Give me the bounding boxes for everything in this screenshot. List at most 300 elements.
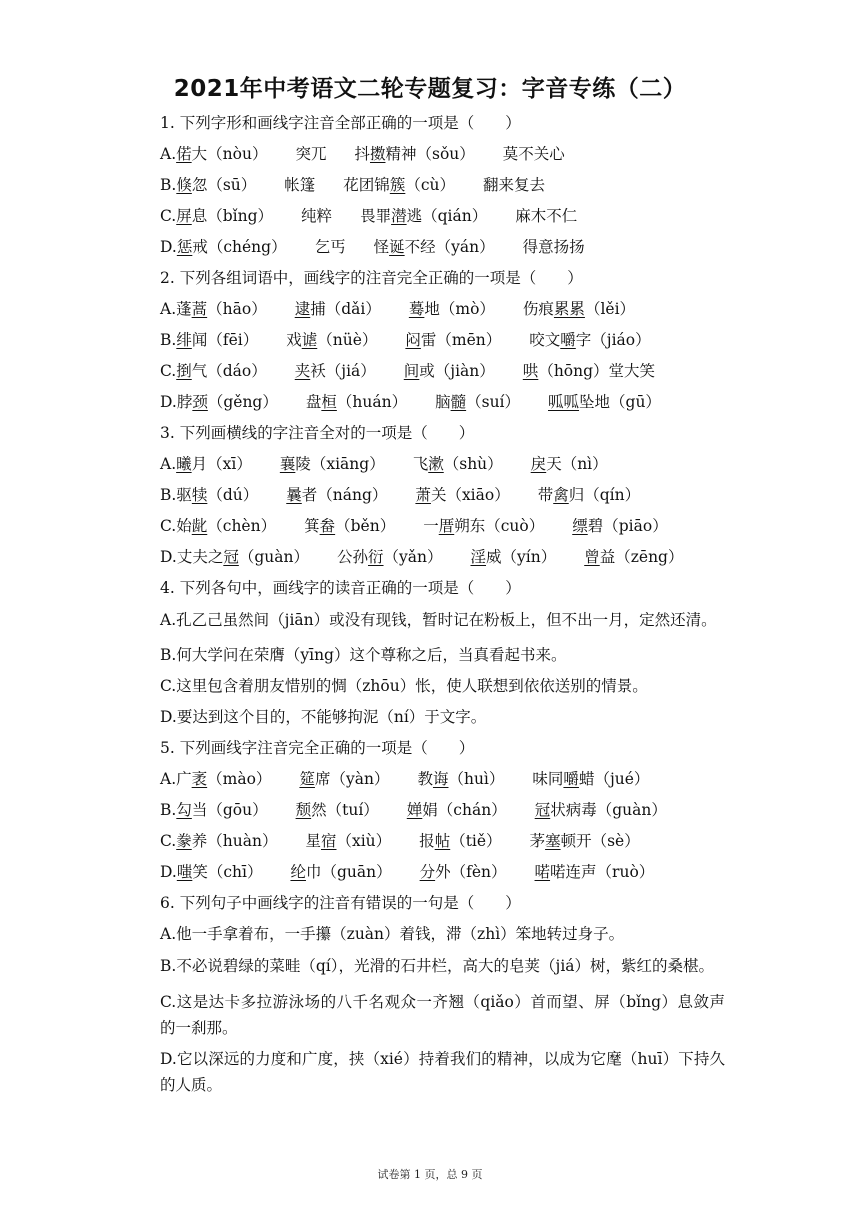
term-text: 麻木不仁: [515, 207, 578, 225]
option-term: [419, 826, 501, 857]
term-text: 箕: [304, 517, 320, 535]
option-term: [417, 764, 504, 795]
underlined-char: 膺: [269, 646, 285, 664]
page-title: 2021年中考语文二轮专题复习：字音专练（二）: [173, 76, 687, 102]
question-list: [160, 108, 725, 1100]
option-term: [337, 542, 443, 573]
term-text: 逃（qián）: [406, 207, 488, 225]
term-text: 碧（piāo）: [587, 517, 668, 535]
option-letter: B.: [160, 486, 177, 504]
term-text: 脑: [435, 393, 451, 411]
option-term: [305, 826, 391, 857]
underlined-char: 帖: [434, 832, 451, 850]
answer-option: [160, 764, 725, 795]
underlined-char: 冠: [534, 801, 551, 819]
term-text: 席（yàn）: [314, 770, 390, 788]
option-letter: C.: [160, 993, 177, 1011]
term-text: 大（nòu）: [191, 145, 268, 163]
term-text: 脖: [176, 393, 193, 411]
underlined-char: 屏: [594, 993, 611, 1011]
option-term: [420, 857, 507, 888]
option-letter: B.: [160, 331, 177, 349]
term-text: （guàn）: [238, 548, 309, 566]
term-text: 何大学问在荣: [176, 646, 270, 664]
option-term: [354, 139, 474, 170]
answer-option: [160, 232, 725, 263]
option-term: [177, 387, 278, 418]
option-term: [471, 542, 557, 573]
term-text: （ní）于文字。: [378, 708, 487, 726]
option-term: [176, 925, 624, 943]
option-letter: D.: [160, 863, 177, 881]
term-text: （qí），光滑的石井栏，高大的皂: [300, 957, 525, 975]
underlined-char: 滞: [446, 925, 462, 943]
underlined-char: 襄: [279, 455, 296, 473]
term-text: 归（qín）: [568, 486, 641, 504]
question-stem: 2. 下列各组词语中，画线字的注音完全正确的一项是（ ）: [160, 269, 583, 287]
option-term: [538, 480, 640, 511]
term-text: 坠地（gū）: [579, 393, 661, 411]
underlined-char: 宿: [320, 832, 337, 850]
term-text: 抖: [354, 145, 370, 163]
option-term: [483, 170, 545, 201]
term-text: 蓬: [176, 300, 192, 318]
question-stem: 6. 下列句子中画线字的注音有错误的一句是（ ）: [160, 894, 521, 912]
option-term: [405, 325, 501, 356]
term-text: 蜡（jué）: [578, 770, 650, 788]
option-term: [413, 449, 503, 480]
option-term: [435, 387, 520, 418]
option-term: [295, 294, 381, 325]
term-text: 驱: [176, 486, 192, 504]
term-text: 带: [537, 486, 554, 504]
option-term: [529, 325, 650, 356]
answer-option: [160, 542, 725, 573]
underlined-char: 勾: [176, 801, 192, 819]
underlined-char: 畚: [319, 517, 336, 535]
term-text: 怪: [373, 238, 390, 256]
option-letter: B.: [160, 646, 177, 664]
option-letter: A.: [160, 455, 177, 473]
option-term: [160, 1050, 725, 1094]
term-text: （bǐng）息敛声的一刹那。: [160, 993, 725, 1037]
option-letter: D.: [160, 393, 177, 411]
underlined-char: 擞: [369, 145, 386, 163]
option-term: [176, 325, 258, 356]
option-term: [176, 677, 648, 695]
term-text: （huī）下持久的人质。: [160, 1050, 725, 1094]
underlined-char: 喏: [534, 863, 551, 881]
term-text: （lěi）: [584, 300, 636, 318]
underlined-char: 攥: [315, 925, 332, 943]
answer-option: [160, 857, 725, 888]
answer-option: [160, 449, 725, 480]
term-text: 莫不关心: [502, 145, 565, 163]
question-stem: 5. 下列画线字注音完全正确的一项是（ ）: [160, 739, 475, 757]
term-text: （huán）: [336, 393, 408, 411]
option-term: [306, 387, 407, 418]
answer-option: [160, 1043, 725, 1100]
page-footer: 试卷第 1 页，总 9 页: [377, 1168, 483, 1181]
term-text: （běn）: [335, 517, 396, 535]
term-text: 天（nì）: [546, 455, 608, 473]
term-text: （gěng）: [207, 393, 278, 411]
option-term: [177, 232, 287, 263]
option-term: [503, 139, 565, 170]
answer-option: [160, 950, 725, 986]
underlined-char: 衍: [368, 548, 384, 566]
option-term: [286, 325, 377, 356]
term-text: （jiān）或没有现钱，暂时记在粉板上，但不出一月，定然还清。: [269, 611, 717, 629]
answer-option: [160, 511, 725, 542]
term-text: 者（náng）: [301, 486, 388, 504]
term-text: （hāo）: [207, 300, 267, 318]
option-letter: C.: [160, 207, 177, 225]
option-letter: B.: [160, 957, 177, 975]
answer-option: [160, 356, 725, 387]
term-text: 他一手拿着布，一手: [176, 925, 316, 943]
underlined-char: 诲: [432, 770, 449, 788]
option-letter: C.: [160, 362, 177, 380]
term-text: （zhōu）怅，使人联想到依依送别的情景。: [346, 677, 648, 695]
underlined-char: 袤: [191, 770, 208, 788]
underlined-char: 翘: [448, 993, 465, 1011]
term-text: （yǎn）: [383, 548, 443, 566]
underlined-char: 曾: [584, 548, 600, 566]
term-text: 戒（chéng）: [192, 238, 287, 256]
term-text: 报: [419, 832, 435, 850]
option-term: [176, 170, 256, 201]
term-text: （suí）: [466, 393, 521, 411]
underlined-char: 冠: [223, 548, 239, 566]
term-text: （xiù）: [336, 832, 392, 850]
term-text: （nüè）: [317, 331, 378, 349]
term-text: 顿开（sè）: [560, 832, 640, 850]
option-term: [176, 764, 271, 795]
underlined-char: 犊: [191, 486, 208, 504]
option-term: [360, 201, 487, 232]
option-term: [295, 356, 376, 387]
underlined-char: 髓: [450, 393, 467, 411]
term-text: 畏罪: [360, 207, 392, 225]
term-text: （shù）: [443, 455, 503, 473]
question-stem: 4. 下列各句中，画线字的读音正确的一项是（ ）: [160, 579, 521, 597]
underlined-char: 偌: [176, 145, 192, 163]
option-letter: A.: [160, 611, 177, 629]
term-text: 突兀: [295, 145, 327, 163]
term-text: 星: [305, 832, 321, 850]
underlined-char: 荚: [524, 957, 541, 975]
option-term: [176, 449, 252, 480]
underlined-char: 颈: [192, 393, 208, 411]
option-term: [515, 201, 577, 232]
option-term: [409, 294, 495, 325]
term-text: 外（fèn）: [435, 863, 507, 881]
term-text: 字（jiáo）: [575, 331, 651, 349]
option-letter: C.: [160, 677, 177, 695]
underlined-char: 豢: [176, 832, 192, 850]
underlined-char: 呱呱: [548, 393, 580, 411]
underlined-char: 蒿: [191, 300, 208, 318]
term-text: （xié）持着我们的精神，以成为它: [364, 1050, 607, 1068]
term-text: 不必说碧绿的菜: [176, 957, 285, 975]
option-term: [176, 356, 267, 387]
option-letter: A.: [160, 300, 177, 318]
answer-option: [160, 201, 725, 232]
term-text: 丈夫之: [176, 548, 224, 566]
underlined-char: 惆: [331, 677, 347, 695]
option-term: [374, 232, 495, 263]
underlined-char: 绯: [176, 331, 192, 349]
option-term: [299, 764, 389, 795]
term-text: 戏: [286, 331, 302, 349]
term-text: 笑（chī）: [192, 863, 263, 881]
answer-option: [160, 604, 725, 640]
term-text: 这里包含着朋友惜别的: [176, 677, 332, 695]
option-letter: A.: [160, 925, 177, 943]
underlined-char: 倏: [176, 176, 192, 194]
answer-option: [160, 795, 725, 826]
term-text: 盘: [305, 393, 322, 411]
term-text: 然（tuí）: [311, 801, 379, 819]
term-text: （cù）: [405, 176, 455, 194]
option-term: [290, 857, 391, 888]
option-term: [301, 201, 332, 232]
option-letter: C.: [160, 832, 177, 850]
underlined-char: 逮: [294, 300, 311, 318]
term-text: 要达到这个目的，不能够拘: [176, 708, 363, 726]
underlined-char: 禽: [553, 486, 569, 504]
option-term: [343, 170, 455, 201]
term-text: 或（jiàn）: [419, 362, 495, 380]
answer-option: [160, 640, 725, 671]
underlined-char: 厝: [438, 517, 455, 535]
option-term: [404, 356, 495, 387]
option-term: [407, 795, 507, 826]
underlined-char: 挟: [348, 1050, 365, 1068]
underlined-char: 塞: [545, 832, 561, 850]
option-term: [176, 646, 566, 664]
option-letter: D.: [160, 238, 177, 256]
option-term: [176, 957, 714, 975]
underlined-char: 颓: [295, 801, 312, 819]
option-term: [176, 826, 277, 857]
term-text: 公孙: [336, 548, 368, 566]
underlined-char: 谑: [301, 331, 318, 349]
option-term: [176, 201, 273, 232]
underlined-char: 哄: [522, 362, 539, 380]
term-text: 帐篷: [284, 176, 316, 194]
underlined-char: 畦: [284, 957, 301, 975]
underlined-char: 惩: [176, 238, 193, 256]
underlined-char: 屏: [176, 207, 192, 225]
underlined-char: 曩: [286, 486, 302, 504]
option-term: [176, 611, 717, 629]
underlined-char: 龀: [191, 517, 208, 535]
option-term: [523, 232, 585, 263]
underlined-char: 间: [253, 611, 270, 629]
underlined-char: 潜: [391, 207, 407, 225]
underlined-char: 泥: [362, 708, 379, 726]
term-text: 喏连声（ruò）: [550, 863, 655, 881]
term-text: 袄（jiá）: [310, 362, 376, 380]
option-letter: B.: [160, 176, 177, 194]
option-term: [176, 480, 258, 511]
answer-option: [160, 480, 725, 511]
underlined-char: 蓦: [408, 300, 425, 318]
term-text: （zhì）笨地转过身子。: [461, 925, 625, 943]
option-term: [176, 139, 267, 170]
option-term: [532, 764, 649, 795]
term-text: 雷（mēn）: [420, 331, 502, 349]
answer-option: [160, 702, 725, 733]
term-text: 广: [176, 770, 192, 788]
underlined-char: 捯: [176, 362, 192, 380]
underlined-char: 夹: [294, 362, 311, 380]
underlined-char: 戾: [530, 455, 547, 473]
question-stem: 3. 下列画横线的字注音全对的一项是（ ）: [160, 424, 475, 442]
option-term: [296, 795, 379, 826]
option-letter: C.: [160, 517, 177, 535]
answer-option: [160, 170, 725, 201]
underlined-char: 分: [419, 863, 436, 881]
option-term: [160, 993, 725, 1037]
option-term: [530, 826, 640, 857]
underlined-char: 闷: [405, 331, 421, 349]
term-text: 月（xī）: [191, 455, 252, 473]
option-term: [176, 795, 267, 826]
term-text: （hōng）堂大笑: [538, 362, 656, 380]
term-text: 益（zēng）: [599, 548, 684, 566]
answer-option: [160, 826, 725, 857]
term-text: （yīng）这个尊称之后，当真看起书来。: [284, 646, 567, 664]
underlined-char: 曦: [176, 455, 192, 473]
term-text: （jiá）树，紫红的桑椹。: [540, 957, 715, 975]
term-text: 精神（sǒu）: [385, 145, 475, 163]
option-term: [176, 511, 276, 542]
underlined-char: 累累: [553, 300, 585, 318]
answer-option: [160, 671, 725, 702]
term-text: 闻（fēi）: [191, 331, 259, 349]
term-text: 味同: [532, 770, 564, 788]
option-term: [572, 511, 667, 542]
term-text: 关（xiāo）: [430, 486, 510, 504]
term-text: 不经（yán）: [404, 238, 495, 256]
option-term: [584, 542, 683, 573]
term-text: 它以深远的力度和广度，: [176, 1050, 349, 1068]
option-term: [295, 139, 326, 170]
term-text: 捕（dǎi）: [310, 300, 381, 318]
underlined-char: 麾: [606, 1050, 622, 1068]
underlined-char: 缥: [572, 517, 588, 535]
term-text: 始: [176, 517, 192, 535]
answer-option: [160, 986, 725, 1043]
question-stem: 1. 下列字形和画线字注音全部正确的一项是（ ）: [160, 114, 521, 132]
option-letter: A.: [160, 145, 177, 163]
option-term: [177, 708, 486, 726]
answer-option: [160, 919, 725, 950]
term-text: （zuàn）着钱，: [331, 925, 447, 943]
answer-option: [160, 387, 725, 418]
option-term: [548, 387, 661, 418]
term-text: 飞: [412, 455, 429, 473]
term-text: 息（bǐng）: [191, 207, 274, 225]
underlined-char: 诞: [389, 238, 405, 256]
term-text: （tiě）: [450, 832, 502, 850]
option-term: [523, 294, 635, 325]
underlined-char: 间: [403, 362, 420, 380]
term-text: 教: [417, 770, 433, 788]
option-term: [177, 857, 263, 888]
term-text: 得意扬扬: [522, 238, 585, 256]
underlined-char: 淫: [470, 548, 487, 566]
option-term: [304, 511, 395, 542]
option-term: [535, 857, 655, 888]
underlined-char: 漱: [428, 455, 444, 473]
term-text: 乞丐: [314, 238, 346, 256]
option-letter: D.: [160, 708, 177, 726]
underlined-char: 筵: [299, 770, 315, 788]
term-text: 咬文: [529, 331, 561, 349]
term-text: 忽（sū）: [191, 176, 257, 194]
option-term: [286, 480, 387, 511]
option-letter: A.: [160, 770, 177, 788]
term-text: （chèn）: [207, 517, 277, 535]
term-text: 巾（guān）: [305, 863, 392, 881]
underlined-char: 桓: [321, 393, 337, 411]
option-term: [284, 170, 315, 201]
option-letter: B.: [160, 801, 177, 819]
term-text: 气（dáo）: [191, 362, 267, 380]
term-text: 一: [423, 517, 439, 535]
underlined-char: 萧: [415, 486, 431, 504]
answer-option: [160, 325, 725, 356]
term-text: 陵（xiāng）: [295, 455, 385, 473]
underlined-char: 婵: [406, 801, 423, 819]
term-text: 朔东（cuò）: [454, 517, 545, 535]
option-term: [423, 511, 544, 542]
term-text: （qiǎo）首而望、: [464, 993, 595, 1011]
option-term: [415, 480, 509, 511]
option-term: [523, 356, 655, 387]
underlined-char: 嗤: [176, 863, 193, 881]
term-text: （huì）: [448, 770, 505, 788]
option-letter: D.: [160, 1050, 177, 1068]
option-term: [535, 795, 667, 826]
option-term: [176, 294, 267, 325]
term-text: 纯粹: [301, 207, 333, 225]
underlined-char: 纶: [290, 863, 306, 881]
answer-option: [160, 139, 725, 170]
term-text: （mào）: [207, 770, 272, 788]
option-term: [531, 449, 608, 480]
option-term: [177, 542, 309, 573]
underlined-char: 簇: [389, 176, 406, 194]
term-text: 威（yín）: [486, 548, 557, 566]
answer-option: [160, 294, 725, 325]
term-text: 翻来复去: [483, 176, 546, 194]
term-text: 花团锦: [343, 176, 390, 194]
term-text: 地（mò）: [424, 300, 495, 318]
term-text: 孔乙己虽然: [176, 611, 254, 629]
underlined-char: 嚼: [560, 331, 576, 349]
term-text: 状病毒（guàn）: [550, 801, 667, 819]
term-text: 养（huàn）: [191, 832, 278, 850]
option-letter: D.: [160, 548, 177, 566]
term-text: 这是达卡多拉游泳场的八千名观众一齐: [176, 993, 449, 1011]
option-term: [280, 449, 385, 480]
term-text: （dú）: [207, 486, 259, 504]
